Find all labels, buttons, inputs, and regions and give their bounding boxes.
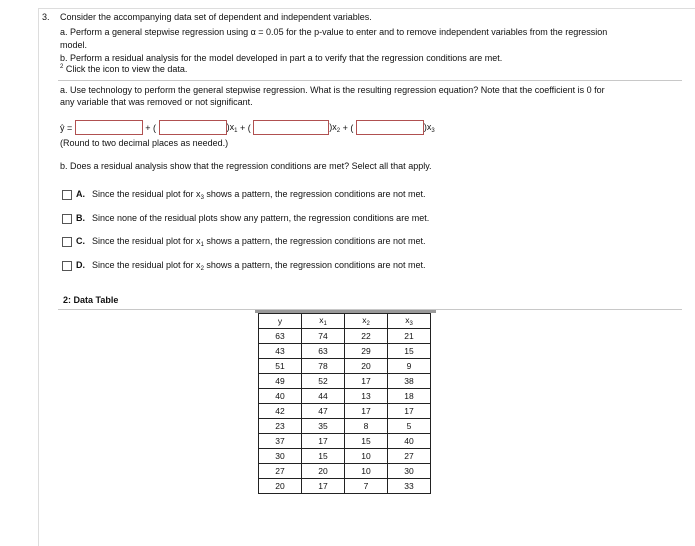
table-cell: 18 (388, 389, 431, 404)
table-cell: 40 (259, 389, 302, 404)
option-d-checkbox[interactable] (62, 261, 72, 271)
table-row (259, 464, 431, 479)
table-cell: 5 (388, 419, 431, 434)
frame-left-border (38, 8, 39, 546)
table-cell: 74 (302, 329, 345, 344)
view-data-text[interactable]: Click the icon to view the data. (65, 64, 188, 74)
table-cell: 63 (259, 329, 302, 344)
table-cell: 13 (345, 389, 388, 404)
problem-number: 3. (42, 12, 50, 22)
table-cell: 15 (345, 434, 388, 449)
table-row (259, 434, 431, 449)
table-cell: 21 (388, 329, 431, 344)
table-cell: 7 (345, 479, 388, 494)
x1-coefficient-input[interactable] (159, 120, 227, 135)
option-b-checkbox[interactable] (62, 214, 72, 224)
table-row (259, 389, 431, 404)
x2-label: )$x_2$ (329, 121, 341, 134)
part-b-text: b. Perform a residual analysis for the model developed in part a to verify that the regression conditions are met. (60, 53, 503, 63)
header-x2: $x_2$ (345, 314, 388, 329)
table-cell: 15 (302, 449, 345, 464)
table-cell: 51 (259, 359, 302, 374)
table-cell: 42 (259, 404, 302, 419)
option-a[interactable]: A. Since the residual plot for $x_3$ shows a pattern, the regression conditions are not met. (62, 189, 426, 201)
table-row (259, 329, 431, 344)
question-b-text: b. Does a residual analysis show that the regression conditions are met? Select all that apply. (60, 161, 432, 171)
option-d[interactable]: D. Since the residual plot for $x_2$ shows a pattern, the regression conditions are not met. (62, 260, 426, 272)
plus-open: + ( (239, 122, 251, 133)
table-cell: 49 (259, 374, 302, 389)
section-divider (58, 80, 682, 81)
rounding-note: (Round to two decimal places as needed.) (60, 138, 229, 148)
problem-intro: Consider the accompanying data set of dependent and independent variables. (60, 12, 372, 22)
table-cell: 10 (345, 449, 388, 464)
table-row (259, 419, 431, 434)
table-row (259, 479, 431, 494)
table-cell: 78 (302, 359, 345, 374)
option-b[interactable]: B. Since none of the residual plots show any pattern, the regression conditions are met. (62, 213, 429, 224)
table-cell: 17 (302, 479, 345, 494)
footnote-icon[interactable]: 2 (60, 64, 64, 70)
table-cell: 35 (302, 419, 345, 434)
table-row (259, 449, 431, 464)
data-table (258, 313, 431, 494)
table-cell: 27 (388, 449, 431, 464)
table-cell: 20 (345, 359, 388, 374)
table-cell: 23 (259, 419, 302, 434)
table-cell: 10 (345, 464, 388, 479)
table-row (259, 374, 431, 389)
table-row (259, 404, 431, 419)
table-cell: 20 (259, 479, 302, 494)
question-a-text-cont: any variable that was removed or not significant. (60, 97, 253, 107)
table-row (259, 359, 431, 374)
table-row (259, 344, 431, 359)
table-cell: 20 (302, 464, 345, 479)
table-cell: 17 (345, 404, 388, 419)
table-cell: 44 (302, 389, 345, 404)
table-cell: 38 (388, 374, 431, 389)
header-y: y (259, 314, 302, 329)
part-a-text-cont: model. (60, 40, 88, 50)
table-cell: 43 (259, 344, 302, 359)
question-a-text: a. Use technology to perform the general stepwise regression. What is the resulting regression equation? Note that the coefficient is 0 for (60, 85, 605, 95)
table-cell: 17 (302, 434, 345, 449)
table-cell: 33 (388, 479, 431, 494)
table-cell: 47 (302, 404, 345, 419)
regression-equation (60, 120, 435, 135)
data-table-title: 2: Data Table (63, 295, 119, 305)
x3-coefficient-input[interactable] (356, 120, 424, 135)
x3-label: )$x_3$ (423, 121, 435, 134)
table-cell: 29 (345, 344, 388, 359)
table-cell: 17 (345, 374, 388, 389)
option-c[interactable]: C. Since the residual plot for $x_1$ shows a pattern, the regression conditions are not met. (62, 236, 426, 248)
plus-open: + ( (342, 122, 354, 133)
header-x3: $x_3$ (388, 314, 431, 329)
table-header-row (259, 314, 431, 329)
part-a-text: a. Perform a general stepwise regression using α = 0.05 for the p-value to enter and to remove independent variables from the regression (60, 27, 608, 37)
table-cell: 8 (345, 419, 388, 434)
table-cell: 15 (388, 344, 431, 359)
table-cell: 30 (259, 449, 302, 464)
x2-coefficient-input[interactable] (253, 120, 329, 135)
intercept-input[interactable] (75, 120, 143, 135)
table-cell: 30 (388, 464, 431, 479)
table-cell: 22 (345, 329, 388, 344)
table-cell: 40 (388, 434, 431, 449)
table-cell: 27 (259, 464, 302, 479)
option-a-checkbox[interactable] (62, 190, 72, 200)
view-data-link[interactable] (60, 64, 187, 74)
yhat-label: ŷ = (60, 122, 73, 133)
table-cell: 52 (302, 374, 345, 389)
option-c-checkbox[interactable] (62, 237, 72, 247)
plus-open: + ( (145, 122, 157, 133)
frame-top-border (38, 8, 695, 9)
x1-label: )$x_1$ (226, 121, 238, 134)
table-cell: 63 (302, 344, 345, 359)
table-cell: 9 (388, 359, 431, 374)
table-cell: 17 (388, 404, 431, 419)
table-cell: 37 (259, 434, 302, 449)
header-x1: $x_1$ (302, 314, 345, 329)
